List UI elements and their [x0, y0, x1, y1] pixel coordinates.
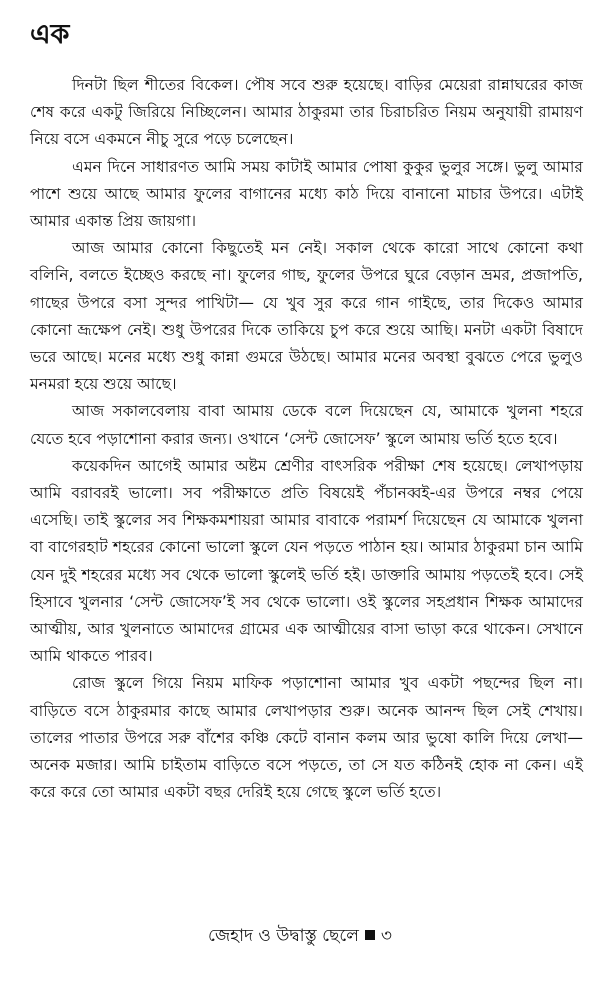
paragraph-5: কয়েকদিন আগেই আমার অষ্টম শ্রেণীর বাৎসরিক পরীক্ষা শেষ হয়েছে। লেখাপড়ায় আমি বরাবরই ভালো। সব পরীক্ষাতে প্রতি বিষয়েই পঁচানব্বই-এর উপরে নম্বর পেয়ে এসেছি। তাই স্কুলের সব শিক্ষকমশায়রা আমার বাবাকে পরামর্শ দিয়েছেন যে আমাকে খুলনা বা বাগেরহাট শহরের কোনো ভালো স্কুলে যেন পড়তে পাঠান হয়। আমার ঠাকুরমা চান আমি যেন দুই শহরের মধ্যে সব থেকে ভালো স্কুলেই ভর্তি হই। ডাক্তারি আমায় পড়তেই হবে। সেই হিসাবে খুলনার ‘সেন্ট জোসেফ’ই সব থেকে ভালো। ওই স্কুলের সহপ্রধান শিক্ষক আমাদের আত্মীয়, আর খুলনাতে আমাদের গ্রামের এক আত্মীয়ের বাসা ভাড়া করে থাকেন। সেখানে আমি থাকতে পারব। [30, 456, 583, 666]
body-text [30, 72, 583, 806]
book-title: জেহাদ ও উদ্বাস্তু ছেলে [208, 926, 359, 946]
paragraph-1: দিনটা ছিল শীতের বিকেল। পৌষ সবে শুরু হয়েছে। বাড়ির মেয়েরা রান্নাঘরের কাজ শেষ করে একটু জিরিয়ে নিচ্ছিলেন। আমার ঠাকুরমা তার চিরাচরিত নিয়ম অনুযায়ী রামায়ণ নিয়ে বসে একমনে নীচু সুরে পড়ে চলেছেন। [30, 76, 583, 149]
paragraph-3: আজ আমার কোনো কিছুতেই মন নেই। সকাল থেকে কারো সাথে কোনো কথা বলিনি, বলতে ইচ্ছেও করছে না। ফুলের গাছ, ফুলের উপরে ঘুরে বেড়ান ভ্রমর, প্রজাপতি, গাছের উপরে বসা সুন্দর পাখিটা— যে খুব সুর করে গান গাইছে, তার দিকেও আমার কোনো ভ্রূক্ষেপ নেই। শুধু উপরের দিকে তাকিয়ে চুপ করে শুয়ে আছি। মনটা একটা বিষাদে ভরে আছে। মনের মধ্যে শুধু কান্না গুমরে উঠছে। আমার মনের অবস্থা বুঝতে পেরে ভুলুও মনমরা হয়ে শুয়ে আছে। [30, 239, 583, 394]
square-bullet-icon [365, 930, 375, 940]
chapter-title: এক [30, 19, 70, 50]
paragraph-2: এমন দিনে সাধারণত আমি সময় কাটাই আমার পোষা কুকুর ভুলুর সঙ্গে। ভুলু আমার পাশে শুয়ে আছে আমার ফুলের বাগানের মধ্যে কাঠ দিয়ে বানানো মাচার উপরে। এটাই আমার একান্ত প্রিয় জায়গা। [30, 157, 583, 231]
paragraph-6: রোজ স্কুলে গিয়ে নিয়ম মাফিক পড়াশোনা আমার খুব একটা পছন্দের ছিল না। বাড়িতে বসে ঠাকুরমার কাছে আমার লেখাপড়ার শুরু। অনেক আনন্দ ছিল সেই শেখায়। তালের পাতার উপরে সরু বাঁশের কঞ্চি কেটে বানান কলম আর ভুষো কালি দিয়ে লেখা— অনেক মজার। আমি চাইতাম বাড়িতে বসে পড়তে, তা সে যত কঠিনই হোক না কেন। এই করে করে তো আমার একটা বছর দেরিই হয়ে গেছে স্কুলে ভর্তি হতে। [30, 674, 583, 802]
page-footer [0, 924, 600, 948]
paragraph-4: আজ সকালবেলায় বাবা আমায় ডেকে বলে দিয়েছেন যে, আমাকে খুলনা শহরে যেতে হবে পড়াশোনা করার জন্য। ওখানে ‘সেন্ট জোসেফ’ স্কুলে আমায় ভর্তি হতে হবে। [30, 402, 583, 448]
page-number: ৩ [380, 926, 392, 946]
